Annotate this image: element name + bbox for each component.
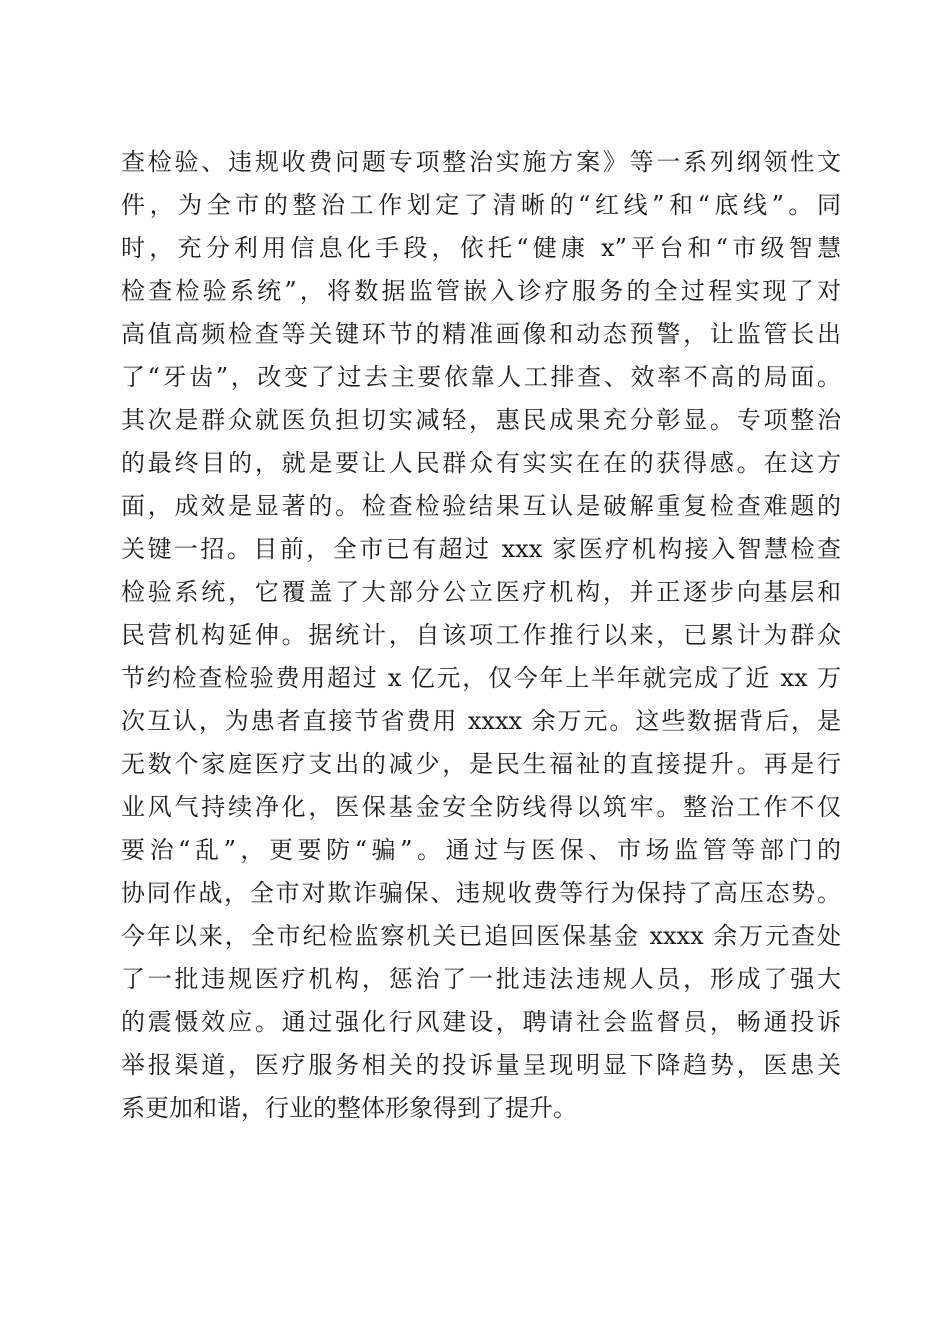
text-line: 了“牙齿”，改变了过去主要依靠人工排查、效率不高的局面。 [121, 363, 841, 391]
text-line: 次互认，为患者直接节省费用 xxxx 余万元。这些数据背后，是 [121, 707, 841, 735]
text-line: 民营机构延伸。据统计，自该项工作推行以来，已累计为群众 [121, 621, 841, 649]
text-line: 检查检验系统”，将数据监管嵌入诊疗服务的全过程实现了对 [121, 277, 841, 305]
text-line: 查检验、违规收费问题专项整治实施方案》等一系列纲领性文 [121, 148, 841, 176]
text-line: 件，为全市的整治工作划定了清晰的“红线”和“底线”。同 [121, 191, 841, 219]
text-line: 无数个家庭医疗支出的减少，是民生福祉的直接提升。再是行 [121, 750, 841, 778]
text-line: 检验系统，它覆盖了大部分公立医疗机构，并正逐步向基层和 [121, 578, 841, 606]
text-line: 关键一招。目前，全市已有超过 xxx 家医疗机构接入智慧检查 [121, 535, 841, 563]
text-line: 业风气持续净化，医保基金安全防线得以筑牢。整治工作不仅 [121, 793, 841, 821]
text-line: 节约检查检验费用超过 x 亿元，仅今年上半年就完成了近 xx 万 [121, 664, 841, 692]
text-line: 面，成效是显著的。检查检验结果互认是破解重复检查难题的 [121, 492, 841, 520]
text-line: 时，充分利用信息化手段，依托“健康 x”平台和“市级智慧 [121, 234, 841, 262]
text-line: 其次是群众就医负担切实减轻，惠民成果充分彰显。专项整治 [121, 406, 841, 434]
text-line: 系更加和谐，行业的整体形象得到了提升。 [121, 1094, 577, 1122]
text-line: 了一批违规医疗机构，惩治了一批违法违规人员，形成了强大 [121, 965, 841, 993]
text-line: 的最终目的，就是要让人民群众有实实在在的获得感。在这方 [121, 449, 841, 477]
text-line: 举报渠道，医疗服务相关的投诉量呈现明显下降趋势，医患关 [121, 1051, 841, 1079]
document-body-text [121, 141, 841, 1130]
text-line: 协同作战，全市对欺诈骗保、违规收费等行为保持了高压态势。 [121, 879, 841, 907]
text-line: 高值高频检查等关键环节的精准画像和动态预警，让监管长出 [121, 320, 841, 348]
text-line: 今年以来，全市纪检监察机关已追回医保基金 xxxx 余万元查处 [121, 922, 841, 950]
text-line: 要治“乱”，更要防“骗”。通过与医保、市场监管等部门的 [121, 836, 841, 864]
text-line: 的震慑效应。通过强化行风建设，聘请社会监督员，畅通投诉 [121, 1008, 841, 1036]
